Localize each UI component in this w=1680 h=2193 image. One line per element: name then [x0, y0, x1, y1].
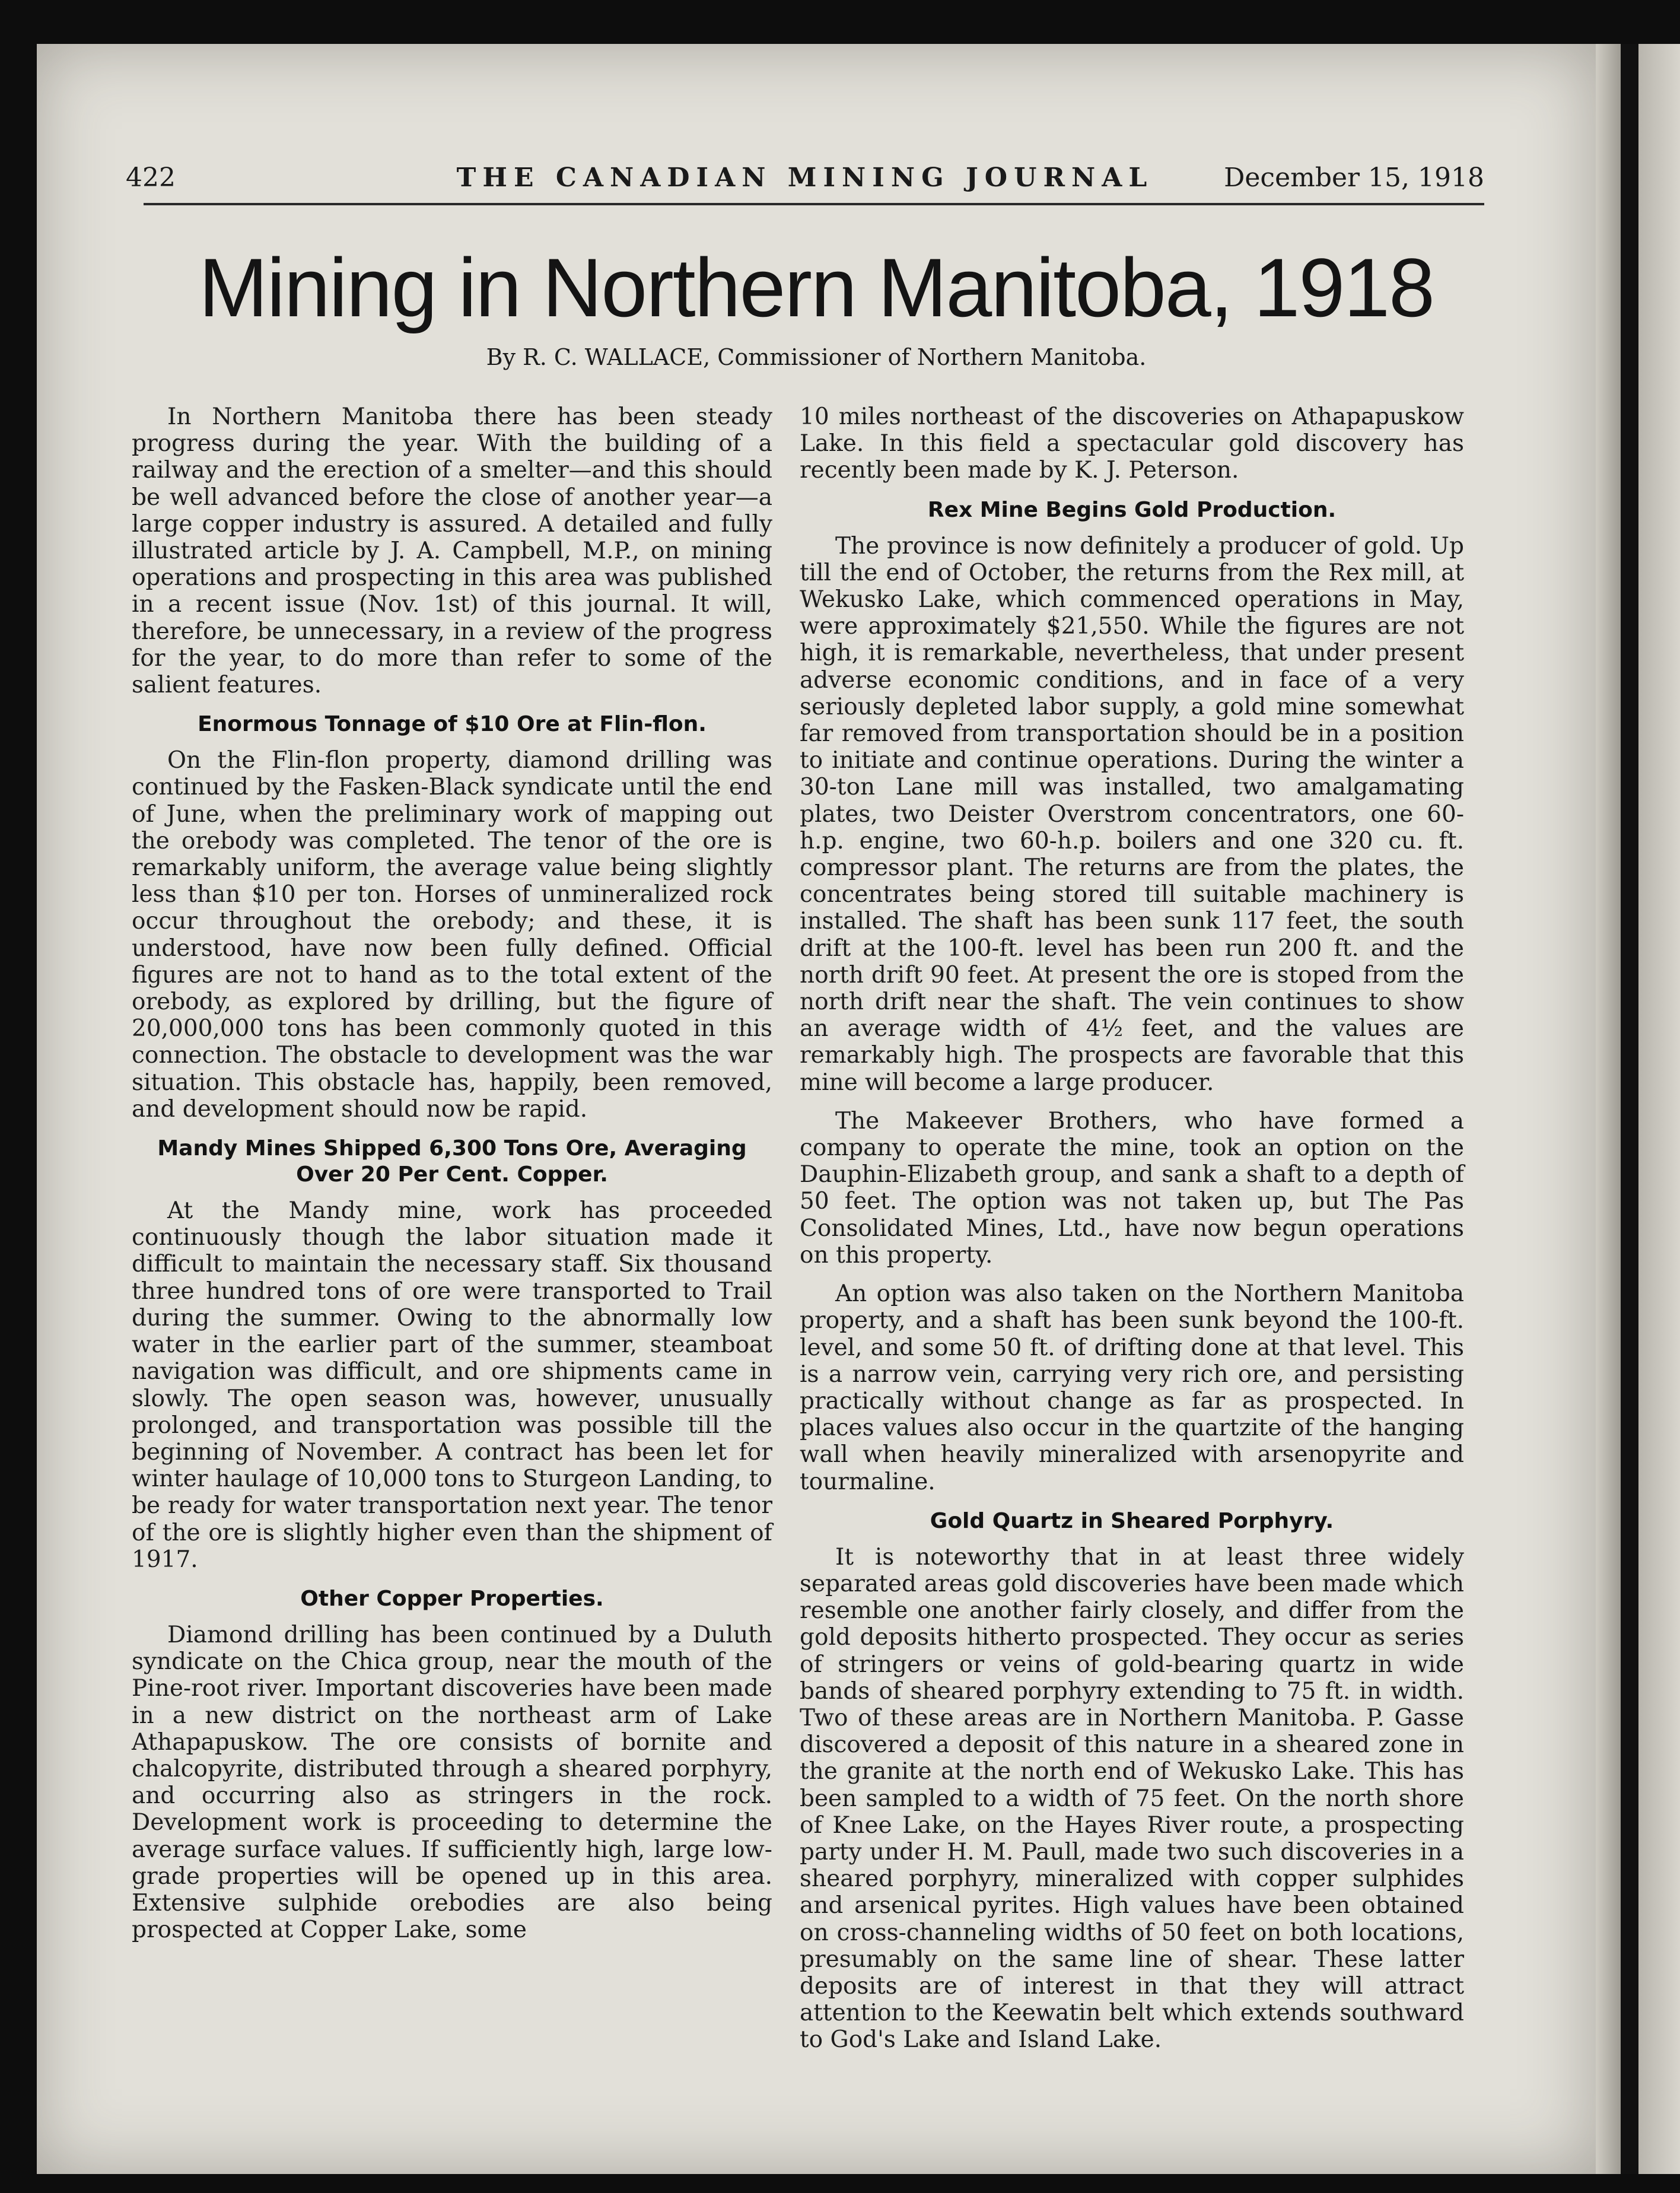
journal-title: THE CANADIAN MINING JOURNAL [456, 163, 1154, 193]
byline: By R. C. WALLACE, Commissioner of Northern Manitoba. [486, 344, 1147, 370]
header-rule [144, 203, 1484, 205]
page-edge [1596, 44, 1621, 2174]
northern-manitoba-paragraph: An option was also taken on the Northern Manitoba property, and a shaft has been sunk beyond the 100-ft. level, and some 50 ft. of drifting done at that level. This is a narrow vein, carrying very rich ore, and persisting practically without change as far as prospected. In places values also occur in the quartzite of the hanging wall when heavily mineralized with arsenopyrite and tourmaline. [800, 1280, 1464, 1495]
intro-paragraph: In Northern Manitoba there has been steady progress during the year. With the building of a railway and the erection of a smelter—and this should be well advanced before the close of another year—a large copper industry is assured. A detailed and fully illustrated article by J. A. Campbell, M.P., on mining operations and prospecting in this area was published in a recent issue (Nov. 1st) of this journal. It will, therefore, be unnecessary, in a review of the progress for the year, to do more than refer to some of the salient features. [132, 403, 772, 699]
binding-shadow [1621, 44, 1638, 2174]
heading-flinflon: Enormous Tonnage of $10 Ore at Flin-flon. [198, 712, 707, 737]
gold-quartz-paragraph: It is noteworthy that in at least three widely separated areas gold discoveries have been made which resemble one another fairly closely, and differ from the gold deposits hitherto prospected. They occur as series of stringers or veins of gold-bearing quartz in wide bands of sheared porphyry extending to 75 ft. in width. Two of these areas are in Northern Manitoba. P. Gasse discovered a deposit of this nature in a sheared zone in the granite at the north end of Wekusko Lake. This has been sampled to a width of 75 feet. On the north shore of Knee Lake, on the Hayes River route, a prospecting party under H. M. Paull, made two such discoveries in a sheared porphyry, mineralized with copper sulphides and arsenical pyrites. High values have been obtained on cross-channeling widths of 50 feet on both locations, presumably on the same line of shear. These latter deposits are of interest in that they will attract attention to the Keewatin belt which extends southward to God's Lake and Island Lake. [800, 1543, 1464, 2054]
page-number: 422 [126, 163, 176, 193]
heading-mandy: Mandy Mines Shipped 6,300 Tons Ore, Averaging Over 20 Per Cent. Copper. [157, 1136, 747, 1187]
mandy-paragraph: At the Mandy mine, work has proceeded continuously though the labor situation made it difficult to maintain the necessary staff. Six thousand three hundred tons of ore were transported to Trail during the summer. Owing to the abnormally low water in the earlier part of the summer, steamboat navigation was difficult, and ore shipments came in slowly. The open season was, however, unusually prolonged, and transportation was possible till the beginning of November. A contract has been let for winter haulage of 10,000 tons to Sturgeon Landing, to be ready for water transportation next year. The tenor of the ore is slightly higher even than the shipment of 1917. [132, 1197, 772, 1573]
other-copper-paragraph: Diamond drilling has been continued by a Duluth syndicate on the Chica group, near the mouth of the Pine-root river. Important discoveries have been made in a new district on the northeast arm of Lake Athapapuskow. The ore consists of bornite and chalcopyrite, distributed through a sheared porphyry, and occurring also as stringers in the rock. Development work is proceeding to determine the average surface values. If sufficiently high, large low-grade properties will be opened up in this area. Extensive sulphide orebodies are also being prospected at Copper Lake, some [132, 1621, 772, 1944]
running-head [126, 163, 1484, 204]
rex-paragraph: The province is now definitely a producer of gold. Up till the end of October, the returns from the Rex mill, at Wekusko Lake, which commenced operations in May, were approximately $21,550. While the figures are not high, it is remarkable, nevertheless, that under present adverse economic conditions, and in face of a very seriously depleted labor supply, a gold mine somewhat far removed from transportation should be in a position to initiate and continue operations. During the winter a 30-ton Lane mill was installed, two amalgamating plates, two Deister Overstrom concentrators, one 60-h.p. engine, two 60-h.p. boilers and one 320 cu. ft. compressor plant. The returns are from the plates, the concentrates being stored till suitable machinery is installed. The shaft has been sunk 117 feet, the south drift at the 100-ft. level has been run 200 ft. and the north drift 90 feet. At present the ore is stoped from the north drift near the shaft. The vein continues to show an average width of 4½ feet, and the values are remarkably high. The prospects are favorable that this mine will become a large producer. [800, 532, 1464, 1096]
heading-rex-mine: Rex Mine Begins Gold Production. [927, 497, 1337, 522]
makeever-paragraph: The Makeever Brothers, who have formed a company to operate the mine, took an option on the Dauphin-Elizabeth group, and sank a shaft to a depth of 50 feet. The option was not taken up, but The Pas Consolidated Mines, Ltd., have now begun operations on this property. [800, 1107, 1464, 1269]
flinflon-paragraph: On the Flin-flon property, diamond drilling was continued by the Fasken-Black syndicate until the end of June, when the preliminary work of mapping out the orebody was completed. The tenor of the ore is remarkably uniform, the average value being slightly less than $10 per ton. Horses of unmineralized rock occur throughout the orebody; and these, it is understood, have now been fully defined. Official figures are not to hand as to the total extent of the orebody, as explored by drilling, but the figure of 20,000,000 tons has been commonly quoted in this connection. The obstacle to development was the war situation. This obstacle has, happily, been removed, and development should now be rapid. [132, 747, 772, 1123]
heading-other-copper: Other Copper Properties. [300, 1586, 604, 1611]
continuation-paragraph: 10 miles northeast of the discoveries on Athapapuskow Lake. In this field a spectacular gold discovery has recently been made by K. J. Peterson. [800, 403, 1464, 484]
right-column [800, 403, 1464, 2054]
facing-page-edge [1638, 44, 1680, 2174]
heading-gold-quartz: Gold Quartz in Sheared Porphyry. [930, 1508, 1334, 1533]
journal-page [37, 44, 1596, 2174]
issue-date: December 15, 1918 [1224, 163, 1484, 193]
article-title: Mining in Northern Manitoba, 1918 [199, 241, 1434, 334]
left-column [132, 403, 772, 1943]
